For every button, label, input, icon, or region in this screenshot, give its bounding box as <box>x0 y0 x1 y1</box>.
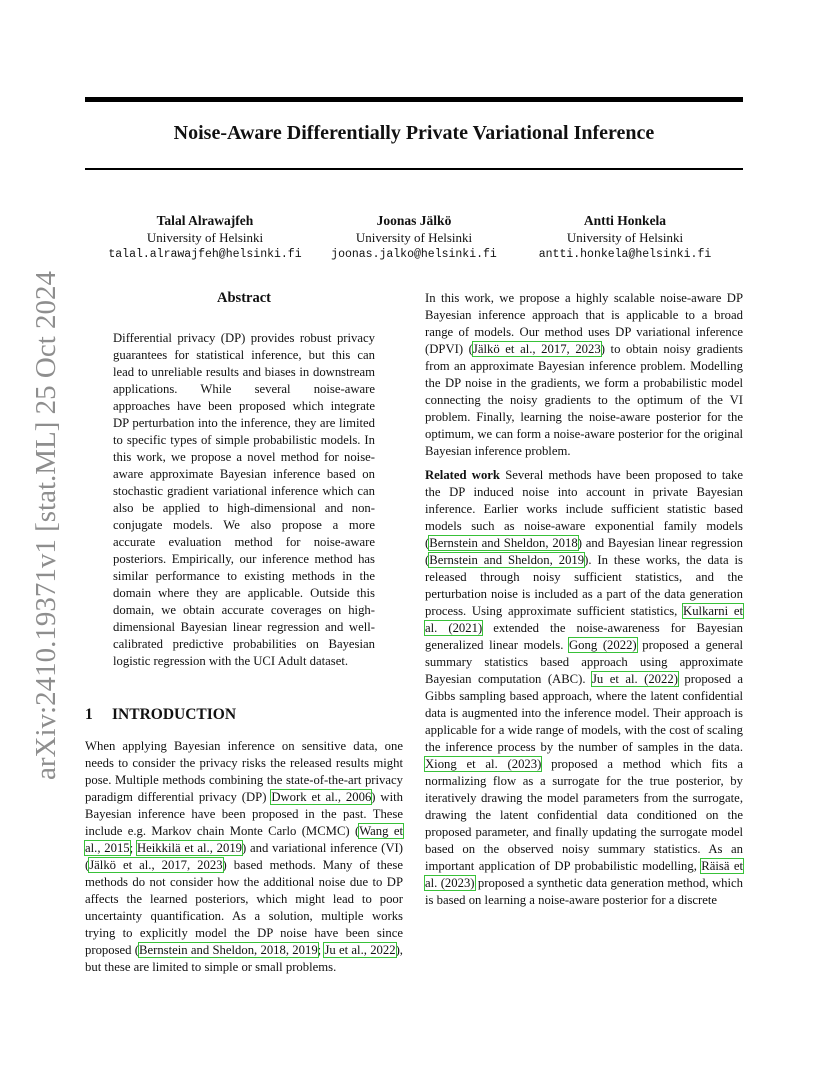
text-run: proposed a synthetic data generation method, which is based on learning a noise-aware posterior for a discrete <box>425 876 743 907</box>
author-affiliation: University of Helsinki <box>566 230 684 245</box>
citation-link[interactable]: Gong (2022) <box>569 638 637 652</box>
text-run: ; <box>129 841 137 855</box>
citation-link[interactable]: Jälkö et al., 2017, 2023 <box>89 858 223 872</box>
section-number: 1 <box>85 706 93 723</box>
author-block <box>85 212 743 272</box>
citation-link[interactable]: Wang et al., 2015 <box>85 824 403 855</box>
citation-link[interactable]: Dwork et al., 2006 <box>271 790 372 804</box>
citation-link[interactable]: Ju et al., 2022 <box>324 943 396 957</box>
right-column <box>425 290 743 916</box>
left-column <box>85 290 403 976</box>
author-email[interactable]: joonas.jalko@helsinki.fi <box>331 248 497 261</box>
citation-link[interactable]: Räisä et al. (2023) <box>425 859 743 890</box>
arxiv-identifier-sidebar: arXiv:2410.19371v1 [stat.ML] 25 Oct 2024 <box>30 270 62 780</box>
text-run: When applying Bayesian inference on sensitive data, one needs to consider the privacy risks the released results might pose. Multiple methods combining the state-of-the-art privacy paradigm differential privacy (DP) <box>85 739 403 804</box>
author-email[interactable]: talal.alrawajfeh@helsinki.fi <box>108 248 302 261</box>
abstract-heading: Abstract <box>217 290 271 306</box>
author-3 <box>505 212 745 263</box>
title-rule-top <box>85 97 743 102</box>
section-heading <box>85 706 403 724</box>
author-1 <box>85 212 325 263</box>
author-name: Talal Alrawajfeh <box>156 213 254 228</box>
author-affiliation: University of Helsinki <box>355 230 473 245</box>
text-run: ) and Bayesian linear regression ( <box>425 536 743 567</box>
citation-link[interactable]: Ju et al. (2022) <box>592 672 678 686</box>
author-name: Antti Honkela <box>583 213 667 228</box>
author-name: Joonas Jälkö <box>376 213 452 228</box>
text-run: ; <box>317 943 325 957</box>
citation-link[interactable]: Kulkarni et al. (2021) <box>425 604 743 635</box>
text-run: In this work, we propose a highly scalable noise-aware DP Bayesian inference approach that is applicable to a broad range of models. Our method uses DP variational inference (DPVI) ( <box>425 291 743 356</box>
abstract-text: Differential privacy (DP) provides robust privacy guarantees for statistical inference, but this can lead to unreliable results and biases in downstream applications. While several noise-aware approaches have been proposed which integrate DP perturbation into the inference, they are limited to specific types of simple probabilistic models. In this work, we propose a novel method for noise-aware approximate Bayesian inference based on stochastic gradient variational inference which can also be applied to high-dimensional and non-conjugate models. We also propose a more accurate evaluation method for noise-aware posteriors. Empirically, our inference method has similar performance to existing methods in the domain where they are applicable. Outside this domain, we obtain accurate coverages on high-dimensional Bayesian linear regression and well-calibrated predictive probabilities on Bayesian logistic regression with the UCI Adult dataset. <box>113 331 375 668</box>
text-run: Several methods have been proposed to take the DP induced noise into account in private Bayesian inference. Earlier works include sufficient statistic based models such as noise-aware exponential family models ( <box>425 468 743 550</box>
related-work-lead: Related work <box>425 468 500 482</box>
text-run: extended the noise-awareness for Bayesian generalized linear models. <box>425 621 743 652</box>
text-run: proposed a method which fits a normalizing flow as a surrogate for the true posterior, by iteratively drawing the model parameters from the surrogate, drawing the latent confidential data conditioned on the proposed parameter, and finally updating the surrogate model based on the observed noisy summary statistics. As an important application of DP probabilistic modelling, <box>425 757 743 873</box>
text-run: ) to obtain noisy gradients from an approximate Bayesian inference problem. Modelling the DP noise in the gradients, we form a probabilistic model connecting the noisy gradients to the optimum of the VI problem. Finally, learning the noise-aware posterior for the optimum, we can form a noise-aware posterior for the original Bayesian inference problem. <box>425 342 743 458</box>
citation-link[interactable]: Jälkö et al., 2017, 2023 <box>472 342 601 356</box>
related-work-paragraph <box>425 467 743 909</box>
intro-paragraph-2 <box>425 290 743 460</box>
citation-link[interactable]: Heikkilä et al., 2019 <box>136 841 243 855</box>
citation-link[interactable]: Bernstein and Sheldon, 2018, 2019 <box>139 943 318 957</box>
text-run: ), but these are limited to simple or small problems. <box>85 943 403 974</box>
text-run: ) and variational inference (VI) ( <box>85 841 403 872</box>
text-run: ). In these works, the data is released through noisy sufficient statistics, and the perturbation noise is included as a part of the data generation process. Using approximate sufficient statistics, <box>425 553 743 618</box>
text-run: proposed a Gibbs sampling based approach, where the latent confidential data is augmented into the inference model. Their approach is applicable for a wide range of models, with the cost of scaling the inference process by the number of samples in the data. <box>425 672 743 754</box>
citation-link[interactable]: Xiong et al. (2023) <box>425 757 542 771</box>
author-email[interactable]: antti.honkela@helsinki.fi <box>538 248 712 261</box>
citation-link[interactable]: Bernstein and Sheldon, 2018 <box>429 536 578 550</box>
paper-title: Noise-Aware Differentially Private Variational Inference <box>173 122 655 144</box>
text-run: ) with Bayesian inference have been proposed in the past. These include e.g. Markov chain Monte Carlo (MCMC) ( <box>85 790 403 838</box>
section-title: INTRODUCTION <box>112 706 237 723</box>
author-affiliation: University of Helsinki <box>146 230 264 245</box>
text-run: ) based methods. Many of these methods do not consider how the additional noise due to DP affects the learned posteriors, which might lead to poor uncertainty quantification. As a solution, multiple works trying to explicitly model the DP noise have been since proposed ( <box>85 858 403 957</box>
text-run: proposed a general summary statistics based approach using approximate Bayesian computation (ABC). <box>425 638 743 686</box>
title-rule-bottom <box>85 168 743 170</box>
author-2 <box>294 212 534 263</box>
citation-link[interactable]: Bernstein and Sheldon, 2019 <box>429 553 585 567</box>
intro-paragraph-1 <box>85 738 403 976</box>
